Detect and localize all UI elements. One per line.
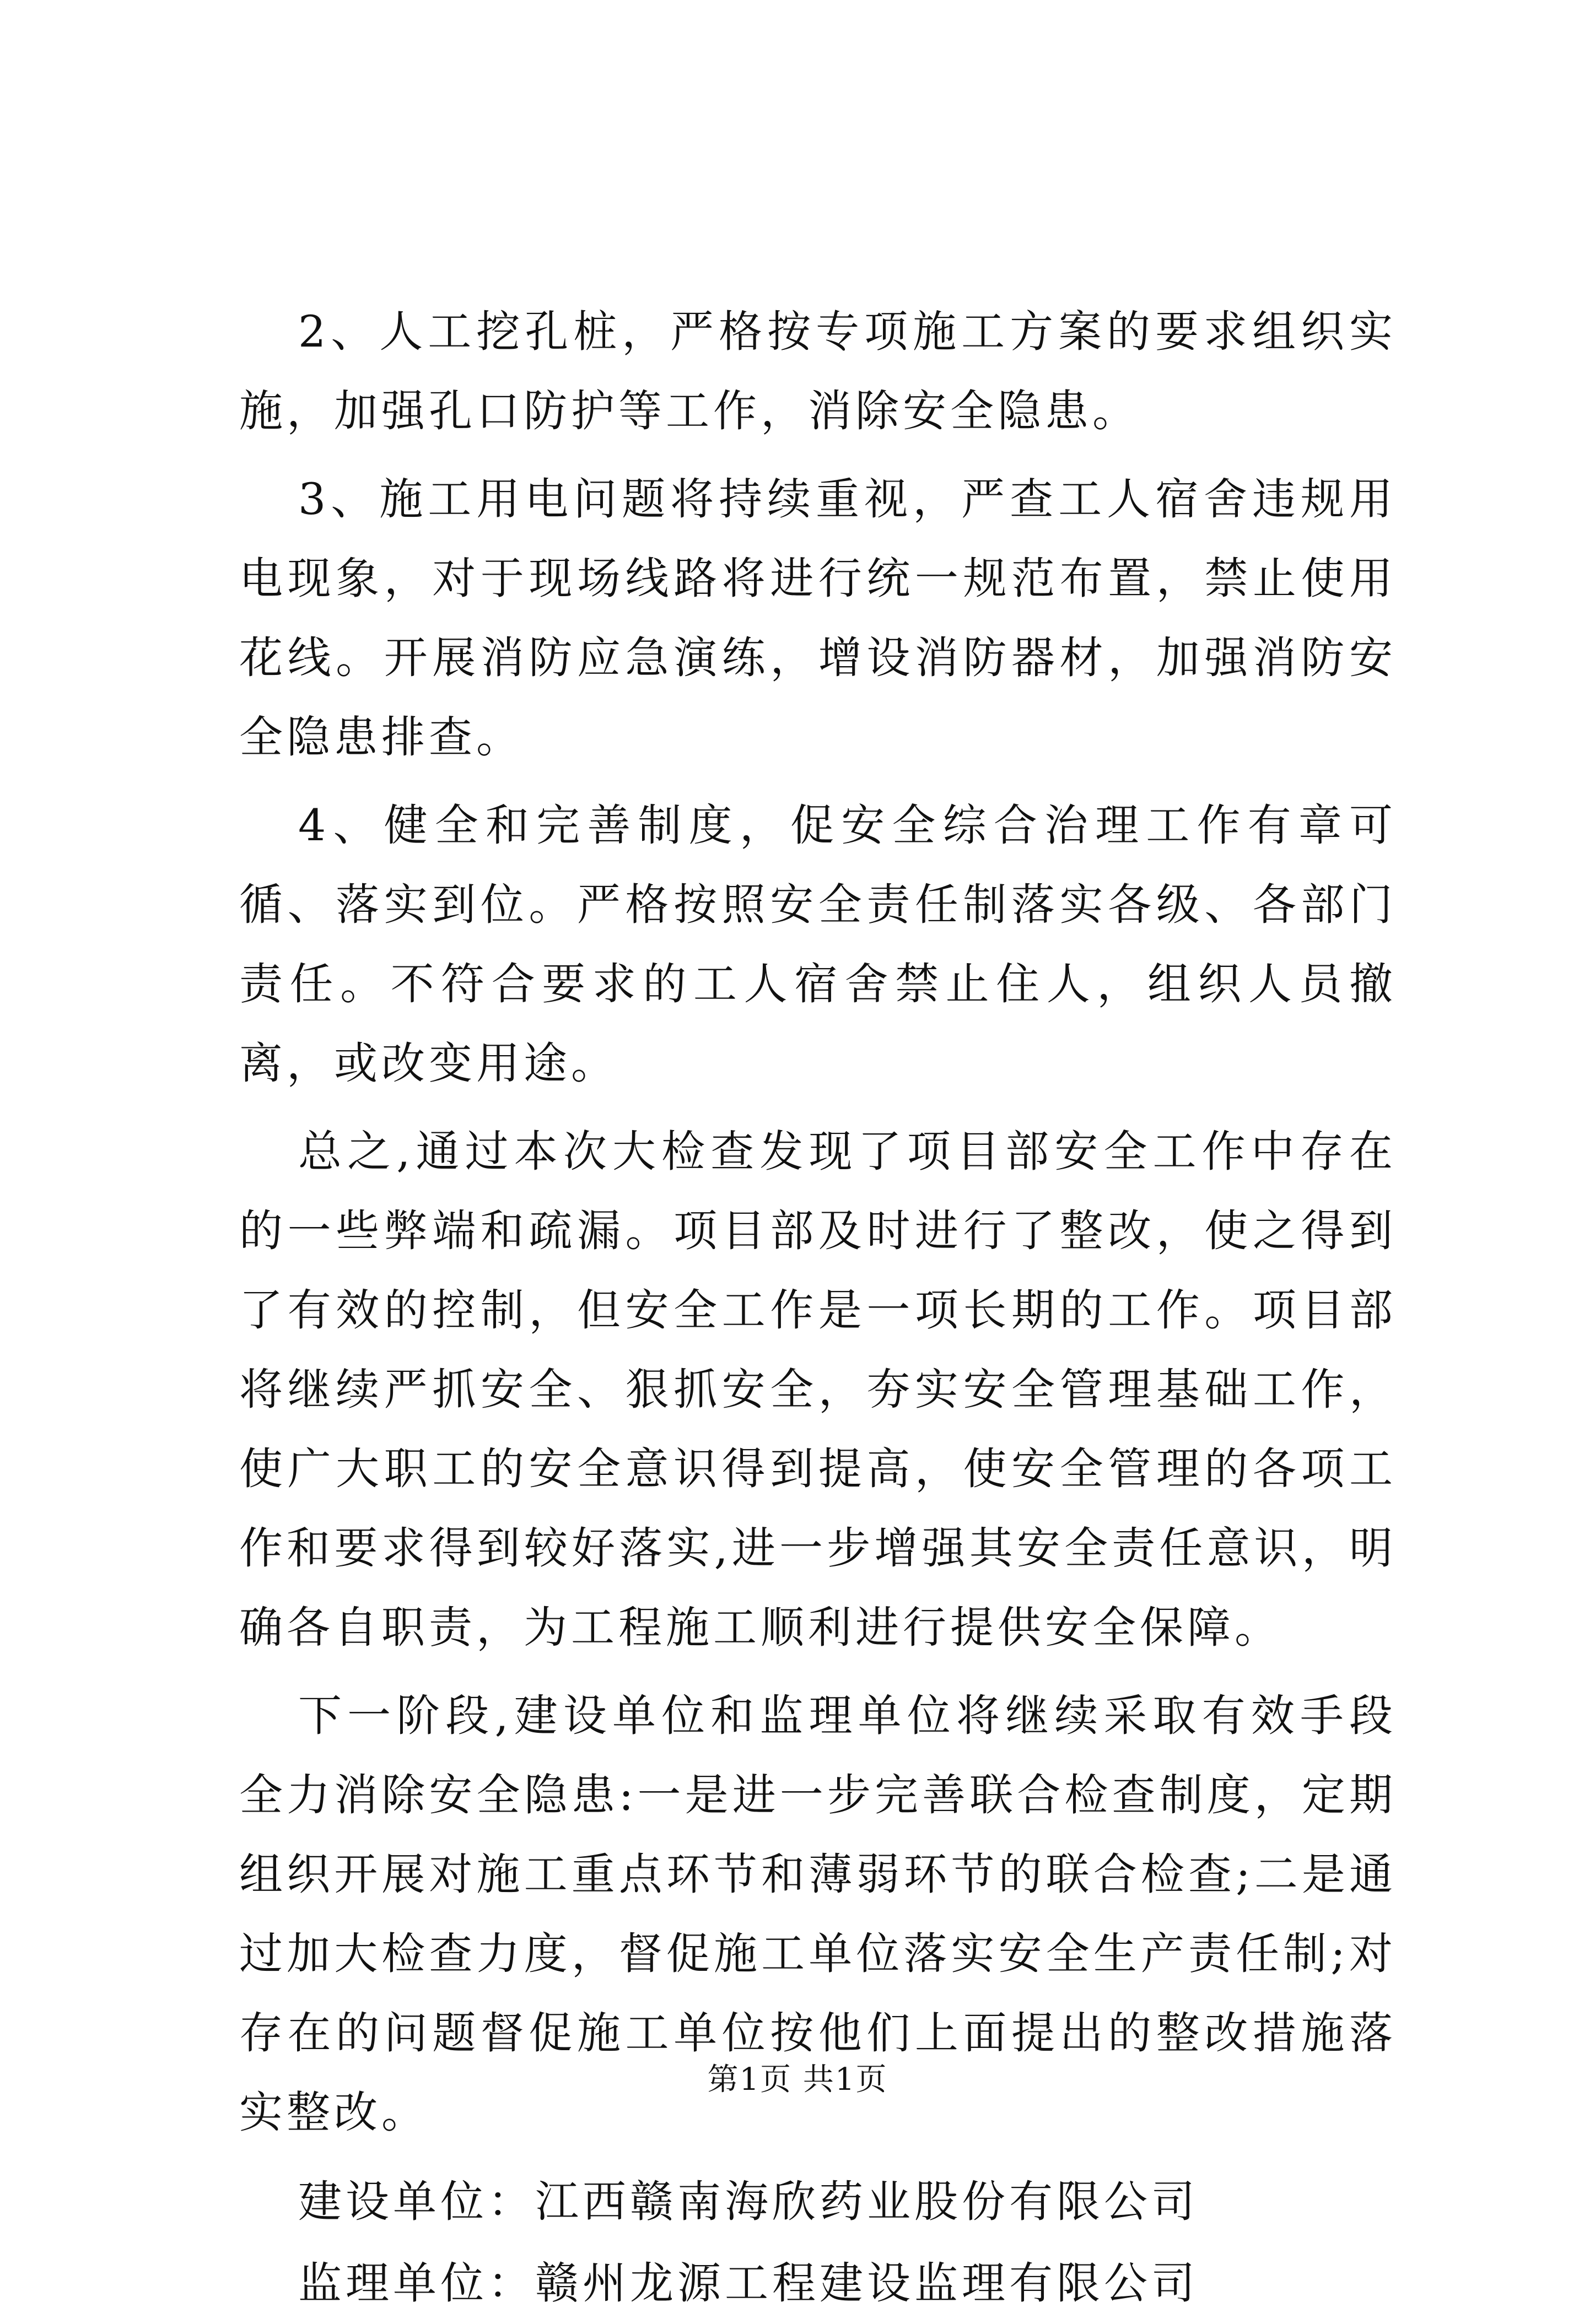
supervision-unit-signature: 监理单位：赣州龙源工程建设监理有限公司 [298,2258,1199,2309]
paragraph-summary: 总之,通过本次大检查发现了项目部安全工作中存在的一些弊端和疏漏。项目部及时进行了整改，使之得到了有效的控制，但安全工作是一项长期的工作。项目部将继续严抓安全、狠抓安全，夯实安全管理基础工作，使广大职工的安全意识得到提高，使安全管理的各项工作和要求得到较好落实,进一步增强其安全责任意识，明确各自职责，为工程施工顺利进行提供安全保障。 [239,1126,1397,1653]
paragraph-item-2: 2、人工挖孔桩，严格按专项施工方案的要求组织实施，加强孔口防护等工作，消除安全隐患。 [239,306,1397,436]
paragraph-item-4: 4、健全和完善制度，促安全综合治理工作有章可循、落实到位。严格按照安全责任制落实各级、各部门责任。不符合要求的工人宿舍禁止住人，组织人员撤离，或改变用途。 [239,800,1397,1089]
page-footer: 第1页 共1页 [707,2062,888,2098]
paragraph-item-3: 3、施工用电问题将持续重视，严查工人宿舍违规用电现象，对于现场线路将进行统一规范布置，禁止使用花线。开展消防应急演练，增设消防器材，加强消防安全隐患排查。 [239,474,1397,763]
construction-unit-signature: 建设单位：江西赣南海欣药业股份有限公司 [298,2176,1199,2227]
document-body [239,292,1397,2324]
paragraph-next-stage: 下一阶段,建设单位和监理单位将继续采取有效手段全力消除安全隐患:一是进一步完善联合检查制度，定期组织开展对施工重点环节和薄弱环节的联合检查;二是通过加大检查力度，督促施工单位落实安全生产责任制;对存在的问题督促施工单位按他们上面提出的整改措施落实整改。 [239,1690,1397,2138]
